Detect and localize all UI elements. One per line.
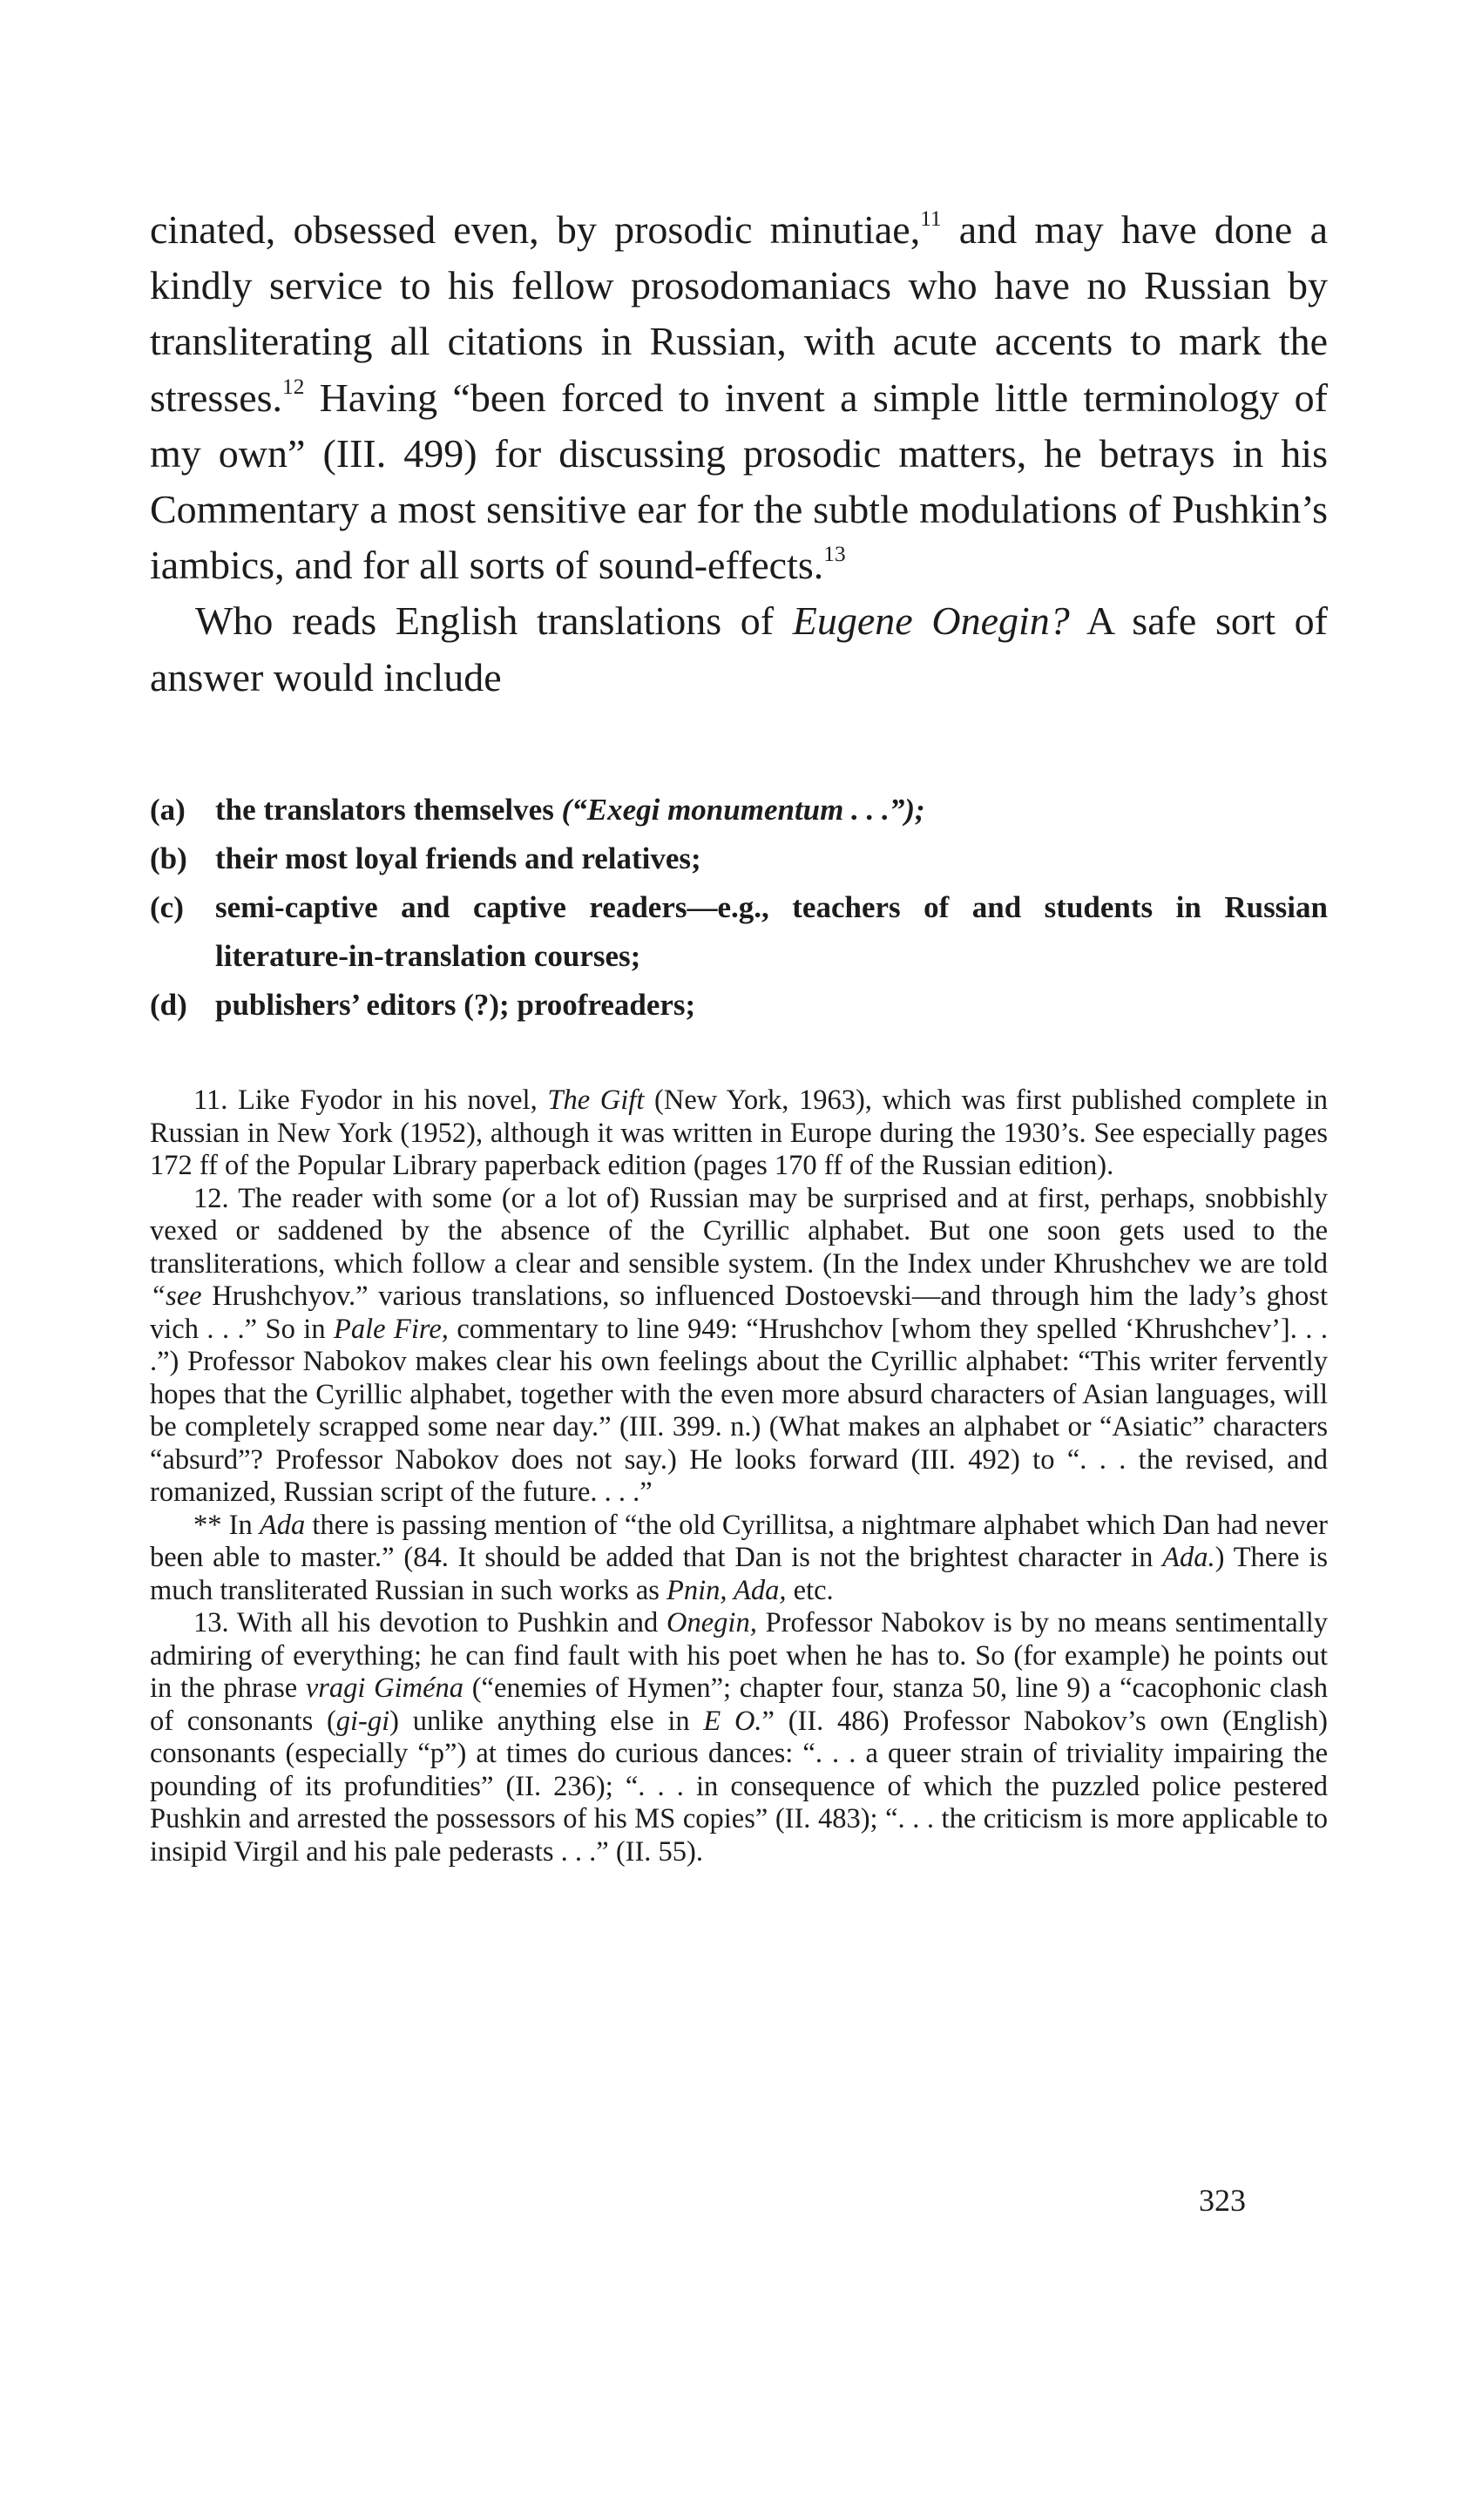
footnote-ref-11: 11: [920, 206, 942, 231]
body-paragraph-1: cinated, obsessed even, by prosodic minutiae,$^{11}$ and may have done a kindly service to his fellow prosodomaniacs who have no Russian by transliterating all citations in Russian, with acute accents to mark the stresses.$^{12}$ Having “been forced to invent a simple little terminology of my own” (III. 499) for discussing prosodic matters, he betrays in his Commentary a most sensitive ear for the subtle modulations of Pushkin’s iambics, and for all sorts of sound-effects.$^{13}$: [150, 206, 1328, 588]
list-item: (a) the translators themselves (“Exegi monumentum . . .”);: [150, 786, 1328, 834]
footnote-ref-13: 13: [823, 541, 846, 566]
list-marker: (a): [150, 793, 186, 827]
list-item: (d) publishers’ editors (?); proofreaders;: [150, 981, 1328, 1030]
list-marker: (c): [150, 890, 184, 924]
list-item: (c) semi-captive and captive readers—e.g., teachers of and students in Russian literature-in-translation courses;: [150, 883, 1328, 981]
page-number: 323: [1199, 2183, 1246, 2218]
footnote-12: 12. The reader with some (or a lot of) Russian may be surprised and at first, perhaps, snobbishly vexed or saddened by the absence of the Cyrillic alphabet. But one soon gets used to the transliterations, which follow a clear and sensible system. (In the Index under Khrushchev we are told “see Hrushchyov.” various translations, so influenced Dostoevski—and through him the lady’s ghost vich . . .” So in Pale Fire, commentary to line 949: “Hrushchov [whom they spelled ‘Khrushchev’]. . . .”) Professor Nabokov makes clear his own feelings about the Cyrillic alphabet: “This writer fervently hopes that the Cyrillic alphabet, together with the even more absurd characters of Asian languages, will be completely scrapped some near day.” (III. 399. n.) (What makes an alphabet or “Asiatic” characters “absurd”? Professor Nabokov does not say.) He looks forward (III. 492) to “. . . the revised, and romanized, Russian script of the future. . . .”: [150, 1182, 1328, 1508]
footnote-13: 13. With all his devotion to Pushkin and Onegin, Professor Nabokov is by no means sentimentally admiring of everything; he can find fault with his poet when he has to. So (for example) he points out in the phrase vragi Giména (“enemies of Hymen”; chapter four, stanza 50, line 9) a “cacophonic clash of consonants (gi-gi) unlike anything else in E O.” (II. 486) Professor Nabokov’s own (English) consonants (especially “p”) at times do curious dances: “. . . a queer strain of triviality impairing the pounding of its profundities” (II. 236); “. . . in consequence of which the puzzled police pestered Pushkin and arrested the possessors of his MS copies” (II. 483); “. . . the criticism is more applicable to insipid Virgil and his pale pederasts . . .” (II. 55).: [150, 1607, 1328, 1868]
reader-list: [150, 786, 1328, 1030]
list-marker: (d): [150, 988, 187, 1022]
main-body-text: [150, 202, 1328, 706]
list-marker: (b): [150, 841, 187, 875]
list-item: (b) their most loyal friends and relatives;: [150, 834, 1328, 883]
footnote-asterisk: ** In Ada there is passing mention of “the old Cyrillitsa, a nightmare alphabet which Dan had never been able to master.” (84. It should be added that Dan is not the brightest character in Ada.) There is much transliterated Russian in such works as Pnin, Ada, etc.: [150, 1509, 1328, 1606]
footnotes: [150, 1084, 1328, 1868]
footnote-11: 11. Like Fyodor in his novel, The Gift (New York, 1963), which was first published complete in Russian in New York (1952), although it was written in Europe during the 1930’s. See especially pages 172 ff of the Popular Library paperback edition (pages 170 ff of the Russian edition).: [150, 1084, 1328, 1181]
footnote-ref-12: 12: [282, 374, 305, 399]
body-paragraph-2: Who reads English translations of Eugene Onegin? A safe sort of answer would include: [150, 598, 1329, 699]
eugene-onegin-title: Eugene Onegin?: [792, 598, 1070, 644]
